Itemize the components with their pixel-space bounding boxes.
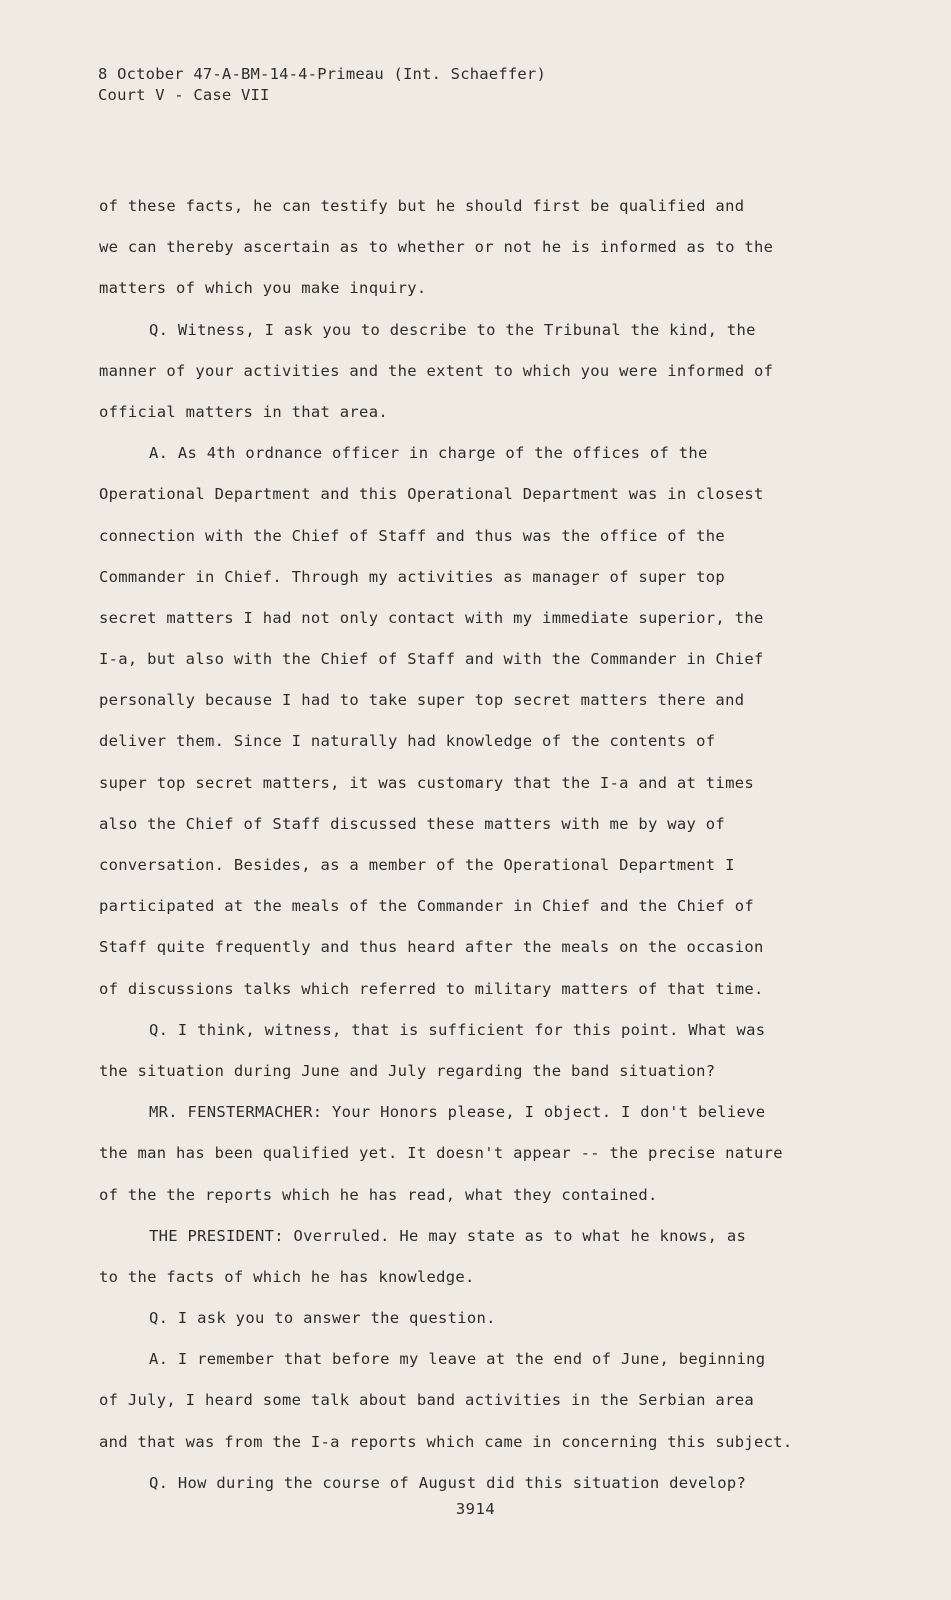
page-number: 3914 <box>455 1500 496 1518</box>
transcript-line: Q. I ask you to answer the question. <box>149 1309 496 1328</box>
transcript-line: A. As 4th ordnance officer in charge of the offices of the <box>149 444 708 463</box>
transcript-line: of these facts, he can testify but he should first be qualified and <box>99 197 745 215</box>
transcript-line: to the facts of which he has knowledge. <box>99 1267 475 1286</box>
transcript-line: super top secret matters, it was customary that the I-a and at times <box>99 773 754 792</box>
transcript-line: we can thereby ascertain as to whether or not he is informed as to the <box>99 238 774 257</box>
transcript-line: MR. FENSTERMACHER: Your Honors please, I object. I don't believe <box>149 1103 766 1122</box>
transcript-line: Staff quite frequently and thus heard after the meals on the occasion <box>99 938 764 957</box>
transcript-line: also the Chief of Staff discussed these matters with me by way of <box>99 814 726 833</box>
transcript-line: secret matters I had not only contact with my immediate superior, the <box>99 608 764 627</box>
transcript-line: Q. I think, witness, that is sufficient for this point. What was <box>149 1020 766 1039</box>
transcript-line: conversation. Besides, as a member of the Operational Department I <box>99 856 735 874</box>
document-header <box>98 64 546 106</box>
transcript-body <box>99 186 839 1504</box>
transcript-line: matters of which you make inquiry. <box>99 279 427 298</box>
transcript-line: Commander in Chief. Through my activities as manager of super top <box>99 567 726 586</box>
transcript-line: personally because I had to take super top secret matters there and <box>99 691 745 710</box>
transcript-line: A. I remember that before my leave at the end of June, beginning <box>149 1350 766 1369</box>
transcript-line: manner of your activities and the extent to which you were informed of <box>99 361 774 380</box>
transcript-line: Q. Witness, I ask you to describe to the Tribunal the kind, the <box>149 320 756 339</box>
transcript-line: THE PRESIDENT: Overruled. He may state as to what he knows, as <box>149 1226 747 1245</box>
transcript-line: Operational Department and this Operational Department was in closest <box>99 485 764 504</box>
transcript-line: I-a, but also with the Chief of Staff and with the Commander in Chief <box>99 650 764 669</box>
transcript-line: connection with the Chief of Staff and thus was the office of the <box>99 526 726 545</box>
header-line-1: 8 October 47-A-BM-14-4-Primeau (Int. Schaeffer) <box>98 65 546 83</box>
transcript-line: the man has been qualified yet. It doesn't appear -- the precise nature <box>99 1144 783 1163</box>
transcript-line: and that was from the I-a reports which came in concerning this subject. <box>99 1432 793 1451</box>
transcript-line: participated at the meals of the Commander in Chief and the Chief of <box>99 897 754 916</box>
transcript-line: official matters in that area. <box>99 402 388 421</box>
transcript-line: Q. How during the course of August did this situation develop? <box>149 1473 747 1492</box>
transcript-line: the situation during June and July regarding the band situation? <box>99 1061 716 1080</box>
transcript-line: of July, I heard some talk about band activities in the Serbian area <box>99 1391 754 1410</box>
transcript-line: deliver them. Since I naturally had knowledge of the contents of <box>99 732 716 751</box>
transcript-line: of discussions talks which referred to military matters of that time. <box>99 979 764 998</box>
transcript-line: of the the reports which he has read, what they contained. <box>99 1185 658 1204</box>
header-line-2: Court V - Case VII <box>98 86 270 104</box>
